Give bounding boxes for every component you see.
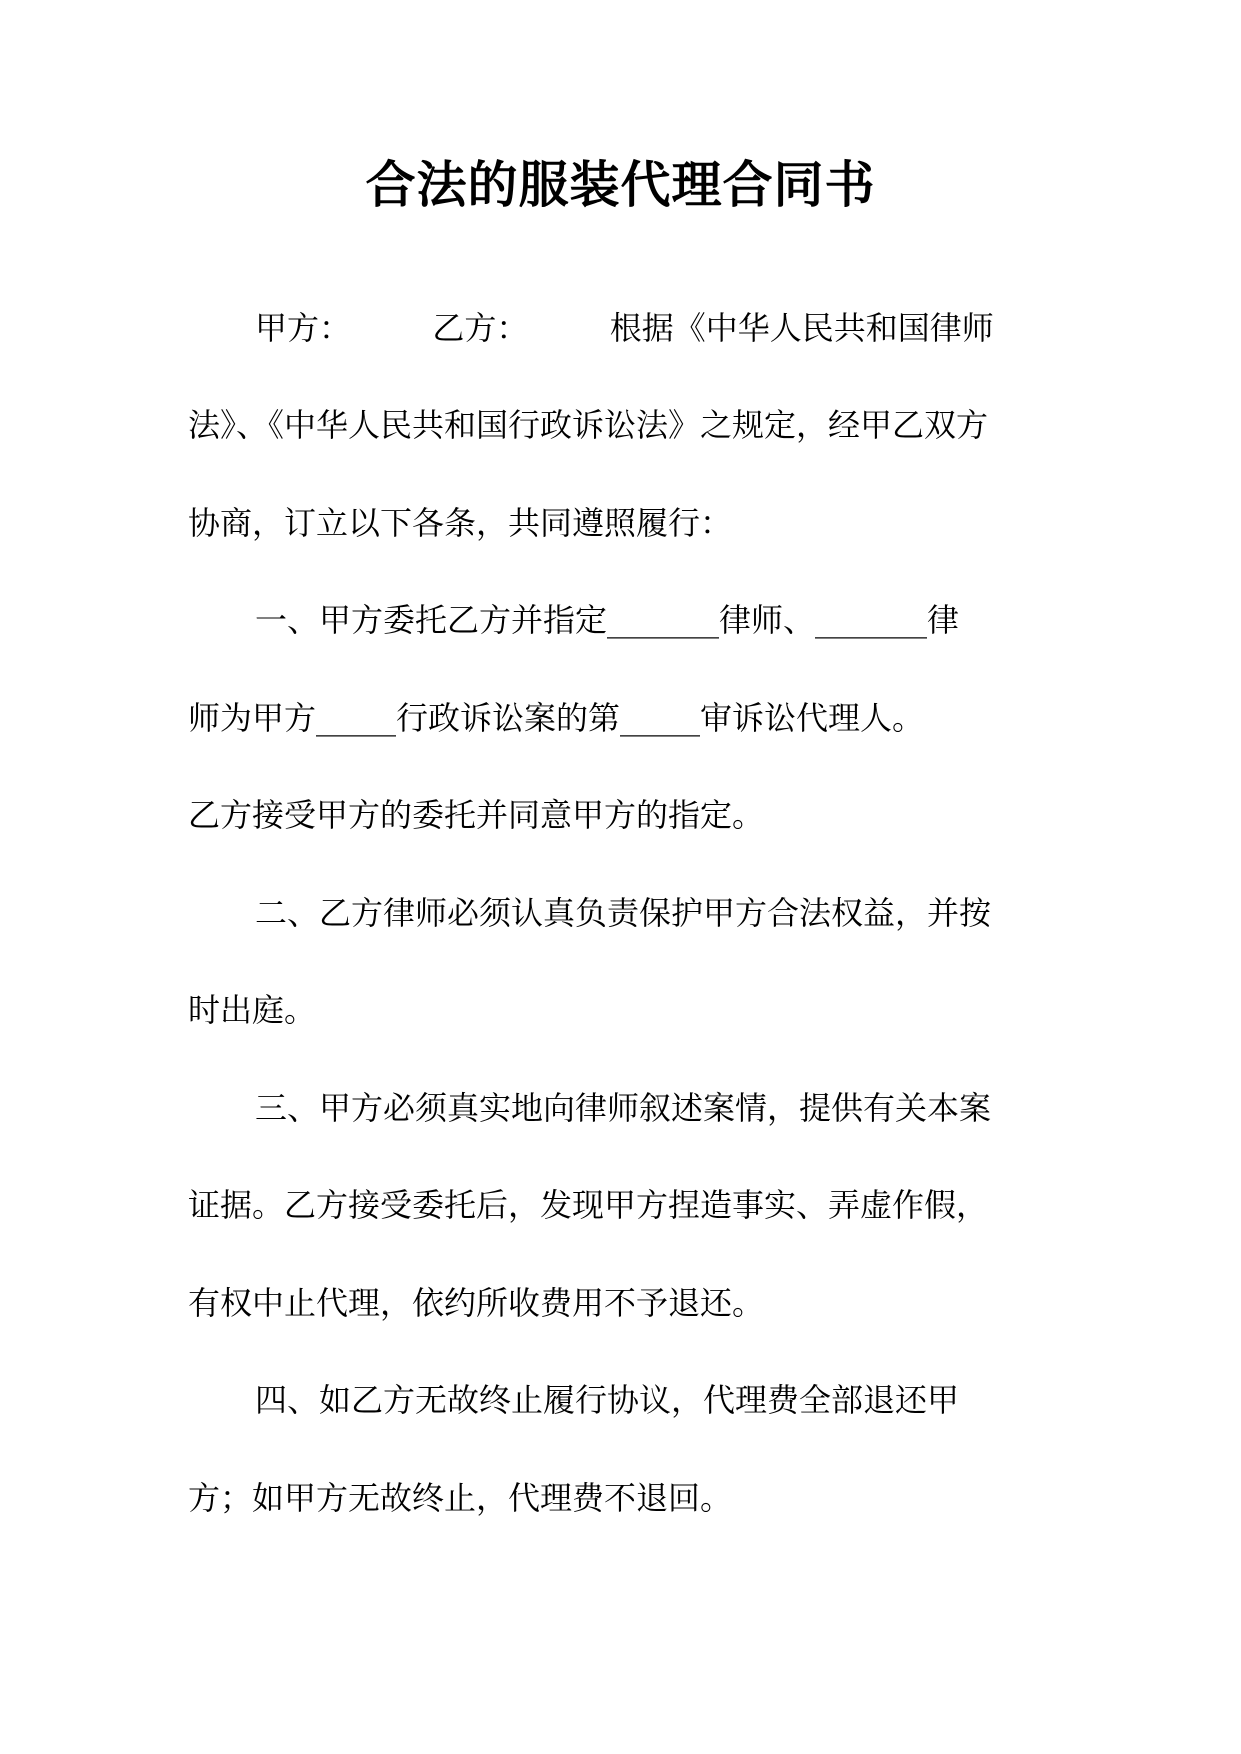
clause-3-line-3: 有权中止代理，依约所收费用不予退还。 [188, 1284, 765, 1322]
paragraph-parties-line-3: 协商，订立以下各条，共同遵照履行： [188, 504, 733, 542]
clause-3-line-1: 三、甲方必须真实地向律师叙述案情，提供有关本案 [255, 1089, 992, 1127]
clause-1-line-2: 师为甲方_____行政诉讼案的第_____审诉讼代理人。 [188, 699, 925, 737]
clause-4-line-1: 四、如乙方无故终止履行协议，代理费全部退还甲 [255, 1381, 960, 1419]
clause-1-line-1: 一、甲方委托乙方并指定_______律师、_______律 [255, 601, 960, 639]
clause-1-line-3: 乙方接受甲方的委托并同意甲方的指定。 [188, 796, 765, 834]
clause-2-line-2: 时出庭。 [188, 991, 317, 1029]
paragraph-parties-line-1: 甲方： 乙方： 根据《中华人民共和国律师 [255, 309, 994, 347]
paragraph-parties-line-2: 法》、《中华人民共和国行政诉讼法》之规定，经甲乙双方 [188, 406, 989, 444]
clause-4-line-2: 方；如甲方无故终止，代理费不退回。 [188, 1479, 733, 1517]
clause-2-line-1: 二、乙方律师必须认真负责保护甲方合法权益，并按 [255, 894, 992, 932]
document-title: 合法的服装代理合同书 [365, 156, 876, 214]
clause-3-line-2: 证据。乙方接受委托后，发现甲方捏造事实、弄虚作假， [188, 1186, 989, 1224]
